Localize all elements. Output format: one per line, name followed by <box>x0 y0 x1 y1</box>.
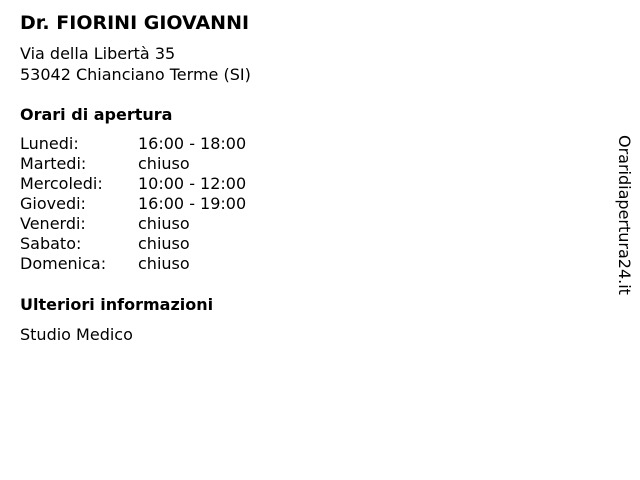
hours-row-thursday <box>20 194 246 214</box>
day-label: Venerdi: <box>20 214 86 233</box>
business-name: Dr. FIORINI GIOVANNI <box>20 12 250 34</box>
hours-row-tuesday <box>20 154 246 174</box>
address <box>20 43 251 85</box>
time-value: chiuso <box>138 154 190 173</box>
time-value: 10:00 - 12:00 <box>138 174 247 193</box>
additional-info-text: Studio Medico <box>20 325 133 344</box>
time-value: chiuso <box>138 214 190 233</box>
address-street: Via della Libertà 35 <box>20 44 176 63</box>
opening-hours-table <box>20 134 246 274</box>
opening-hours-heading: Orari di apertura <box>20 105 173 124</box>
time-value: 16:00 - 19:00 <box>138 194 247 213</box>
time-value: 16:00 - 18:00 <box>138 134 247 153</box>
hours-row-wednesday <box>20 174 246 194</box>
address-city: 53042 Chianciano Terme (SI) <box>20 65 251 84</box>
hours-row-monday <box>20 134 246 154</box>
site-watermark: Oraridiapertura24.it <box>615 135 634 295</box>
day-label: Lunedi: <box>20 134 79 153</box>
day-label: Martedi: <box>20 154 87 173</box>
time-value: chiuso <box>138 234 190 253</box>
hours-row-sunday <box>20 254 246 274</box>
hours-row-friday <box>20 214 246 234</box>
day-label: Sabato: <box>20 234 82 253</box>
day-label: Giovedi: <box>20 194 86 213</box>
hours-row-saturday <box>20 234 246 254</box>
day-label: Domenica: <box>20 254 107 273</box>
additional-info-heading: Ulteriori informazioni <box>20 295 214 314</box>
day-label: Mercoledi: <box>20 174 103 193</box>
time-value: chiuso <box>138 254 190 273</box>
